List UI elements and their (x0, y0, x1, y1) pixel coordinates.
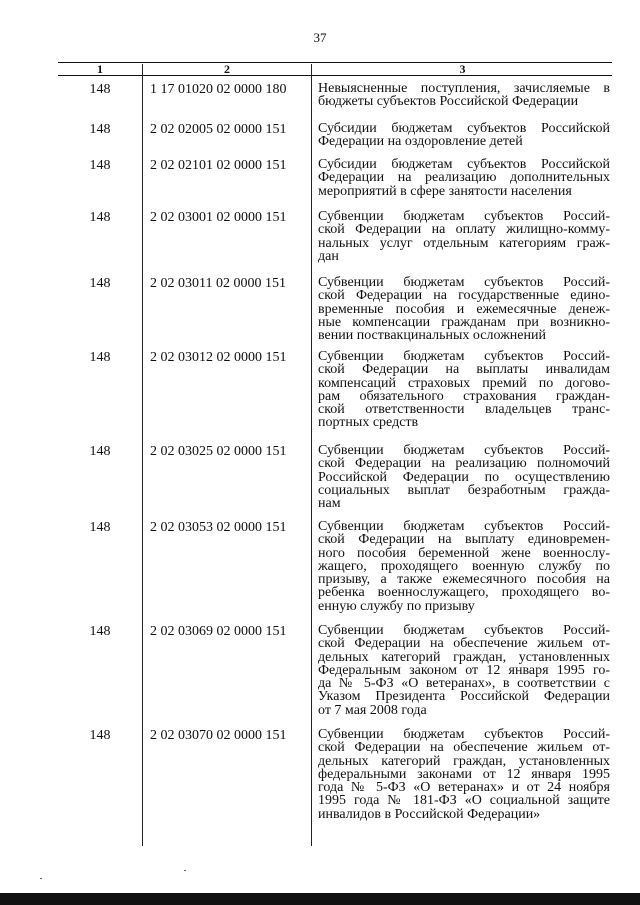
description-line: дельных категорий граждан, установленных (318, 753, 610, 769)
budget-code-cell: 2 02 03070 02 0000 151 (150, 728, 287, 743)
description-line: Субсидии бюджетам субъектов Российской (318, 121, 610, 136)
budget-code-cell: 2 02 02005 02 0000 151 (150, 122, 287, 137)
description-line: Субвенции бюджетам субъектов Россий- (318, 209, 610, 224)
description-line: Федеральным законом от 12 января 1995 го- (318, 662, 610, 678)
description-line: федеральными законами от 12 января 1995 (318, 766, 610, 782)
description-line: ской Федерации на оплату жилищно-комму- (318, 222, 610, 238)
column-header-1: 1 (97, 62, 103, 76)
description-line: дельных категорий граждан, установленных (318, 649, 610, 665)
description-cell (318, 520, 610, 613)
description-line: ные компенсации гражданам при возникно- (318, 314, 610, 330)
description-line: ской Федерации на реализацию полномочий (318, 456, 610, 472)
scan-speck (184, 870, 186, 871)
admin-code-cell: 148 (89, 624, 111, 639)
description-line: Субвенции бюджетам субъектов Россий- (318, 349, 610, 364)
description-line: компенсаций страховых премий по догово- (318, 375, 610, 391)
page-number: 37 (313, 30, 327, 45)
admin-code-cell: 148 (89, 444, 111, 459)
description-cell (318, 728, 610, 821)
description-line: портных средств (318, 415, 419, 431)
description-line: Субсидии бюджетам субъектов Российской (318, 157, 610, 172)
description-line: ного пособия беременной жене военнослу- (318, 545, 610, 561)
admin-code-cell: 148 (89, 158, 111, 173)
column-header-3: 3 (459, 62, 466, 76)
description-line: ской Федерации на выплаты инвалидам (318, 362, 610, 378)
description-line: от 7 мая 2008 года (318, 702, 427, 718)
description-line: ской Федерации на государственные едино- (318, 288, 610, 304)
budget-code-cell: 2 02 03001 02 0000 151 (150, 210, 287, 225)
description-line: Субвенции бюджетам субъектов Россий- (318, 727, 610, 742)
admin-code-cell: 148 (89, 82, 111, 97)
description-cell (318, 276, 610, 342)
description-line: Субвенции бюджетам субъектов Россий- (318, 275, 610, 290)
description-line: Указом Президента Российской Федерации (318, 689, 610, 705)
description-line: нальных услуг отдельным категориям граж- (318, 235, 610, 251)
description-cell (318, 158, 610, 198)
budget-code-cell: 2 02 03069 02 0000 151 (150, 624, 287, 639)
description-line: ской ответственности владельцев транс- (318, 402, 610, 418)
description-line: мероприятий в сфере занятости населения (318, 183, 572, 199)
admin-code-cell: 148 (89, 520, 111, 535)
admin-code-cell: 148 (89, 210, 111, 225)
description-line: ской Федерации на выплату единовремен- (318, 532, 610, 548)
description-line: ской Федерации на обеспечение жильем от- (318, 636, 610, 652)
column-divider-1 (142, 64, 143, 846)
budget-code-cell: 2 02 02101 02 0000 151 (150, 158, 287, 173)
description-line: Субвенции бюджетам субъектов Россий- (318, 443, 610, 458)
description-line: 1995 года № 181-ФЗ «О социальной защите (318, 793, 610, 809)
description-line: да № 5-ФЗ «О ветеранах», в соответствии с (318, 676, 610, 692)
budget-code-cell: 2 02 03012 02 0000 151 (150, 350, 287, 365)
description-line: жащего, проходящего военную службу по (318, 558, 610, 574)
description-cell (318, 122, 610, 149)
description-line: ской Федерации на обеспечение жильем от- (318, 740, 610, 756)
description-line: социальных выплат безработным гражда- (318, 482, 610, 498)
description-line: бюджеты субъектов Российской Федерации (318, 94, 579, 110)
scan-bottom-border (0, 893, 640, 905)
description-line: Субвенции бюджетам субъектов Россий- (318, 623, 610, 638)
description-cell (318, 444, 610, 510)
admin-code-cell: 148 (89, 276, 111, 291)
description-line: временные пособия и ежемесячные денеж- (318, 301, 610, 317)
description-line: рам обязательного страхования граждан- (318, 388, 610, 404)
budget-code-cell: 2 02 03025 02 0000 151 (150, 444, 287, 459)
description-line: Субвенции бюджетам субъектов Россий- (318, 519, 610, 534)
description-line: инвалидов в Российской Федерации» (318, 806, 541, 822)
admin-code-cell: 148 (89, 122, 111, 137)
description-cell (318, 210, 610, 263)
description-line: призыву, а также ежемесячного пособия на (318, 572, 610, 588)
description-line: нам (318, 496, 341, 512)
admin-code-cell: 148 (89, 350, 111, 365)
budget-code-cell: 1 17 01020 02 0000 180 (150, 82, 287, 97)
scan-speck (40, 878, 42, 879)
admin-code-cell: 148 (89, 728, 111, 743)
description-cell (318, 350, 610, 430)
description-line: Федерации на оздоровление детей (318, 134, 523, 150)
description-line: Невыясненные поступления, зачисляемые в (318, 81, 610, 96)
description-line: ребенка военнослужащего, проходящего во- (318, 585, 610, 601)
budget-code-cell: 2 02 03053 02 0000 151 (150, 520, 287, 535)
description-line: Федерации на реализацию дополнительных (318, 170, 610, 186)
description-line: Российской Федерации по осуществлению (318, 469, 610, 485)
column-header-2: 2 (224, 62, 230, 76)
description-line: дан (318, 248, 339, 264)
description-cell (318, 82, 610, 109)
column-divider-2 (311, 64, 312, 846)
description-line: года № 5-ФЗ «О ветеранах» и от 24 ноября (318, 780, 610, 796)
description-cell (318, 624, 610, 717)
description-line: енную службу по призыву (318, 598, 475, 614)
description-line: вении поствакцинальных осложнений (318, 328, 546, 344)
budget-code-cell: 2 02 03011 02 0000 151 (150, 276, 286, 291)
